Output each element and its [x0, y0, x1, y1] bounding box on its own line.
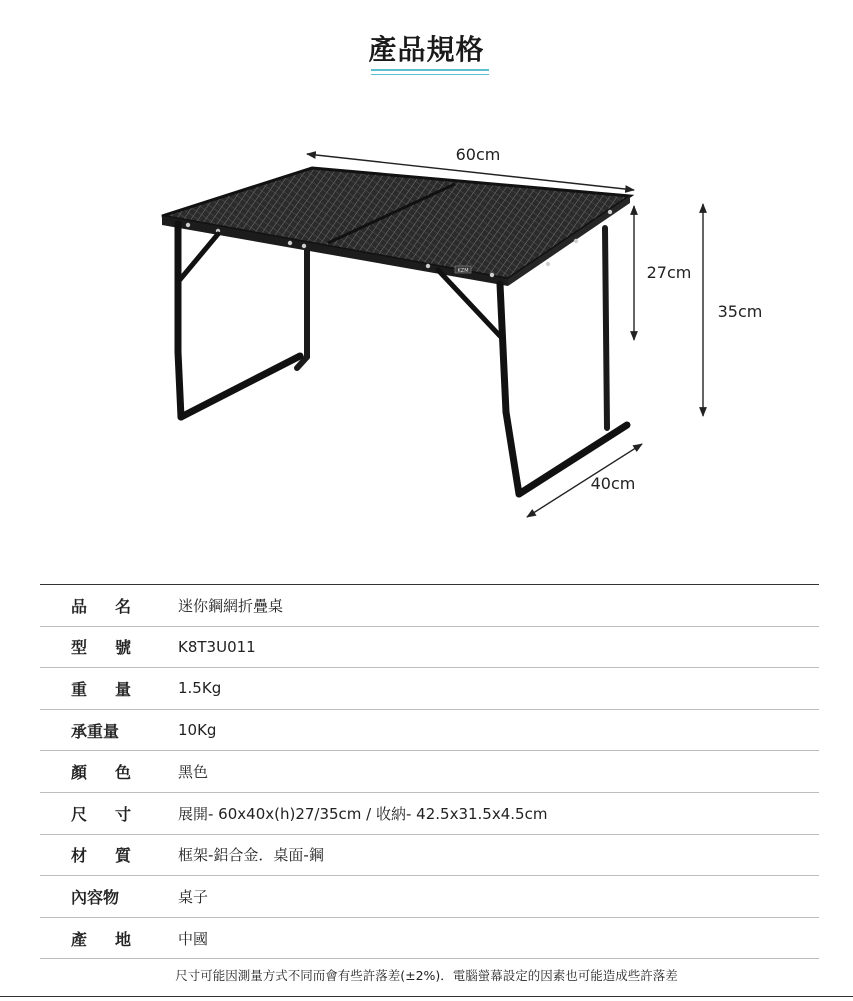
spec-row: [40, 751, 819, 793]
back-right-leg: [605, 228, 607, 428]
page-title: 產品規格: [368, 33, 485, 66]
spec-value: 框架-鋁合金．桌面-鋼: [178, 846, 324, 865]
spec-label: [71, 843, 131, 866]
width-dimension-label: 60cm: [455, 145, 501, 164]
spec-label: [71, 719, 131, 742]
depth-dimension-label: 40cm: [590, 474, 636, 493]
spec-value: 桌子: [178, 887, 209, 906]
spec-value: 中國: [178, 929, 209, 948]
spec-label-text: 量: [114, 679, 131, 699]
spec-value: 黑色: [178, 763, 209, 782]
spec-label: [71, 927, 131, 950]
spec-label-text: 內容物: [71, 887, 120, 907]
spec-label-text: 承重量: [71, 721, 120, 741]
tabletop: [162, 168, 630, 286]
spec-row: [40, 793, 819, 835]
spec-label: [71, 885, 131, 908]
front-left-leg: [178, 224, 300, 417]
spec-label-text: 材: [71, 846, 88, 866]
spec-table: [40, 584, 819, 959]
spec-value: 10Kg: [178, 721, 217, 740]
spec-label: [71, 635, 131, 658]
spec-row: [40, 668, 819, 710]
spec-row: [40, 918, 819, 960]
spec-row: [40, 876, 819, 918]
spec-label-text: 重: [71, 679, 88, 699]
front-right-leg: [438, 270, 627, 494]
spec-label: [71, 802, 131, 825]
bottom-rule: [0, 996, 853, 997]
spec-label: [71, 760, 131, 783]
spec-label-text: 顏: [71, 763, 88, 783]
spec-label-text: 產: [71, 929, 88, 949]
spec-label-text: 號: [114, 638, 131, 658]
footnote: 尺寸可能因測量方式不同而會有些許落差(±2%)．電腦螢幕設定的因素也可能造成些許落差: [175, 968, 678, 983]
spec-label-text: 名: [114, 596, 131, 616]
spec-row: [40, 585, 819, 627]
spec-value: K8T3U011: [178, 637, 256, 656]
spec-label-text: 型: [71, 638, 88, 658]
height-high-dimension-label: 35cm: [717, 302, 763, 321]
back-left-leg: [297, 248, 307, 368]
spec-label-text: 質: [114, 846, 131, 866]
height-low-dimension-label: 27cm: [646, 263, 692, 282]
spec-label: [71, 594, 131, 617]
spec-label: [71, 677, 131, 700]
spec-label-text: 品: [71, 596, 88, 616]
brand-logo: KZM: [457, 268, 469, 274]
spec-label-text: 色: [114, 763, 131, 783]
spec-label-text: 寸: [114, 804, 131, 824]
spec-row: [40, 835, 819, 877]
spec-value: 展開- 60x40x(h)27/35cm / 收納- 42.5x31.5x4.5cm: [178, 804, 548, 823]
spec-label-text: 尺: [71, 804, 88, 824]
spec-row: [40, 627, 819, 669]
spec-value: 1.5Kg: [178, 679, 222, 698]
spec-value: 迷你鋼網折疊桌: [178, 596, 284, 615]
spec-label-text: 地: [114, 929, 131, 949]
spec-row: [40, 710, 819, 752]
